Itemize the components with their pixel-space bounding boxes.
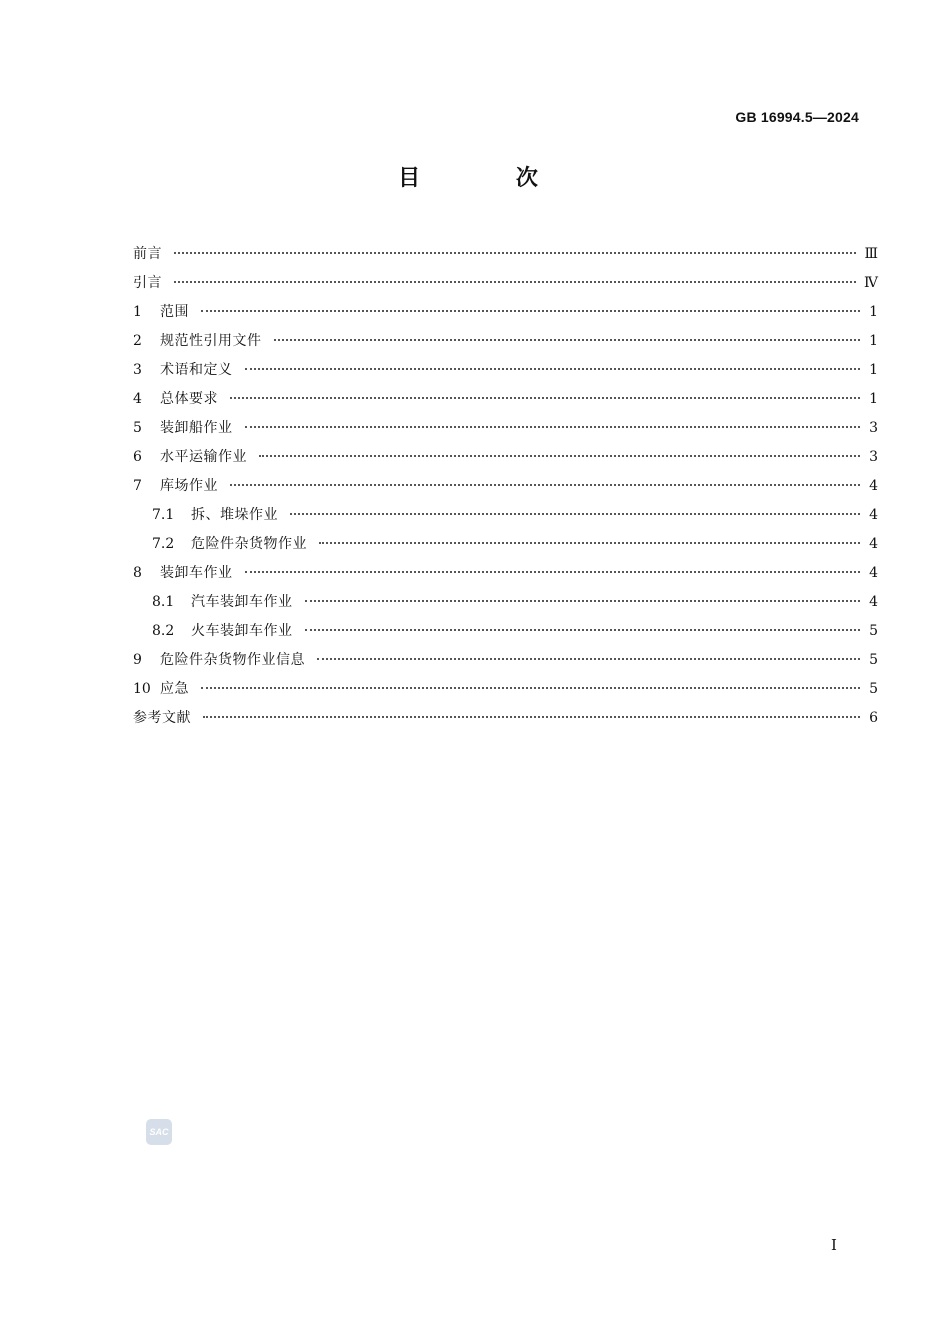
toc-entry-label: 应急 bbox=[160, 681, 189, 697]
toc-entry-label: 术语和定义 bbox=[160, 362, 233, 378]
toc-entry-label: 装卸船作业 bbox=[160, 420, 233, 436]
toc-entry[interactable] bbox=[133, 385, 878, 414]
toc-dot-leader bbox=[319, 542, 860, 544]
toc-entry[interactable] bbox=[133, 617, 878, 646]
toc-entry-number: 3 bbox=[133, 362, 142, 378]
toc-entry[interactable] bbox=[133, 298, 878, 327]
toc-dot-leader bbox=[305, 600, 861, 602]
toc-entry-page: 6 bbox=[869, 710, 878, 726]
toc-entry-page: 4 bbox=[869, 536, 878, 552]
toc-entry-number: 6 bbox=[133, 449, 142, 465]
toc-dot-leader bbox=[230, 484, 860, 486]
toc-entry-number: 7.1 bbox=[152, 507, 175, 523]
toc-entry-number: 10 bbox=[133, 681, 151, 697]
toc-title: 目 次 bbox=[398, 166, 582, 191]
toc-entry[interactable] bbox=[133, 646, 878, 675]
toc-dot-leader bbox=[174, 281, 856, 283]
toc-entry-label: 火车装卸车作业 bbox=[191, 623, 293, 639]
toc-entry-label: 汽车装卸车作业 bbox=[191, 594, 293, 610]
page-number: Ⅰ bbox=[831, 1236, 837, 1254]
toc-entry[interactable] bbox=[133, 472, 878, 501]
toc-entry-page: 4 bbox=[869, 478, 878, 494]
toc-entry-number: 1 bbox=[133, 304, 142, 320]
toc-entry[interactable] bbox=[133, 443, 878, 472]
toc-entry-label: 库场作业 bbox=[160, 478, 218, 494]
toc-entry-page: 1 bbox=[869, 362, 878, 378]
toc-entry-label: 规范性引用文件 bbox=[160, 333, 262, 349]
toc-dot-leader bbox=[290, 513, 860, 515]
toc-entry-label: 水平运输作业 bbox=[160, 449, 247, 465]
toc-entry-label: 参考文献 bbox=[133, 710, 191, 726]
toc-entry-label: 危险件杂货物作业 bbox=[191, 536, 307, 552]
toc-entry-page: 3 bbox=[869, 449, 878, 465]
toc-dot-leader bbox=[245, 571, 861, 573]
toc-entry-page: 1 bbox=[869, 304, 878, 320]
toc-entry-page: 1 bbox=[869, 333, 878, 349]
toc-entry-page: 5 bbox=[869, 623, 878, 639]
toc-entry-label: 装卸车作业 bbox=[160, 565, 233, 581]
toc-dot-leader bbox=[230, 397, 860, 399]
toc-dot-leader bbox=[317, 658, 860, 660]
toc-entry-number: 7.2 bbox=[152, 536, 175, 552]
toc-entry-label: 危险件杂货物作业信息 bbox=[160, 652, 305, 668]
toc-dot-leader bbox=[274, 339, 861, 341]
toc-dot-leader bbox=[245, 426, 861, 428]
toc-dot-leader bbox=[259, 455, 860, 457]
standard-code: GB 16994.5—2024 bbox=[735, 109, 859, 125]
toc-entry[interactable] bbox=[133, 559, 878, 588]
toc-entry-page: 4 bbox=[869, 594, 878, 610]
toc-entry-page: 4 bbox=[869, 507, 878, 523]
toc-entry-number: 7 bbox=[133, 478, 142, 494]
toc-entry[interactable] bbox=[133, 356, 878, 385]
toc-entry[interactable] bbox=[133, 530, 878, 559]
toc-entry-number: 2 bbox=[133, 333, 142, 349]
toc-entry-page: 5 bbox=[869, 652, 878, 668]
toc-entry-label: 引言 bbox=[133, 275, 162, 291]
toc-entry-label: 范围 bbox=[160, 304, 189, 320]
table-of-contents bbox=[133, 240, 878, 733]
toc-dot-leader bbox=[174, 252, 856, 254]
toc-entry-number: 8.1 bbox=[152, 594, 175, 610]
toc-entry-page: 1 bbox=[869, 391, 878, 407]
toc-entry[interactable] bbox=[133, 269, 878, 298]
toc-entry-page: Ⅳ bbox=[864, 275, 878, 291]
toc-dot-leader bbox=[201, 687, 860, 689]
toc-entry[interactable] bbox=[133, 588, 878, 617]
toc-entry-label: 前言 bbox=[133, 246, 162, 262]
toc-dot-leader bbox=[201, 310, 860, 312]
toc-entry[interactable] bbox=[133, 327, 878, 356]
toc-dot-leader bbox=[305, 629, 861, 631]
toc-entry[interactable] bbox=[133, 704, 878, 733]
toc-entry-page: Ⅲ bbox=[864, 246, 878, 262]
toc-dot-leader bbox=[203, 716, 860, 718]
toc-entry-label: 总体要求 bbox=[160, 391, 218, 407]
toc-entry-number: 8.2 bbox=[152, 623, 175, 639]
toc-entry-number: 4 bbox=[133, 391, 142, 407]
sac-logo-icon: SAC bbox=[146, 1119, 172, 1145]
toc-entry[interactable] bbox=[133, 501, 878, 530]
toc-entry-number: 9 bbox=[133, 652, 142, 668]
toc-entry[interactable] bbox=[133, 675, 878, 704]
toc-entry-number: 5 bbox=[133, 420, 142, 436]
toc-entry-page: 5 bbox=[869, 681, 878, 697]
toc-dot-leader bbox=[245, 368, 861, 370]
toc-entry[interactable] bbox=[133, 240, 878, 269]
toc-entry-number: 8 bbox=[133, 565, 142, 581]
toc-entry[interactable] bbox=[133, 414, 878, 443]
toc-entry-label: 拆、堆垛作业 bbox=[191, 507, 278, 523]
toc-entry-page: 3 bbox=[869, 420, 878, 436]
toc-entry-page: 4 bbox=[869, 565, 878, 581]
